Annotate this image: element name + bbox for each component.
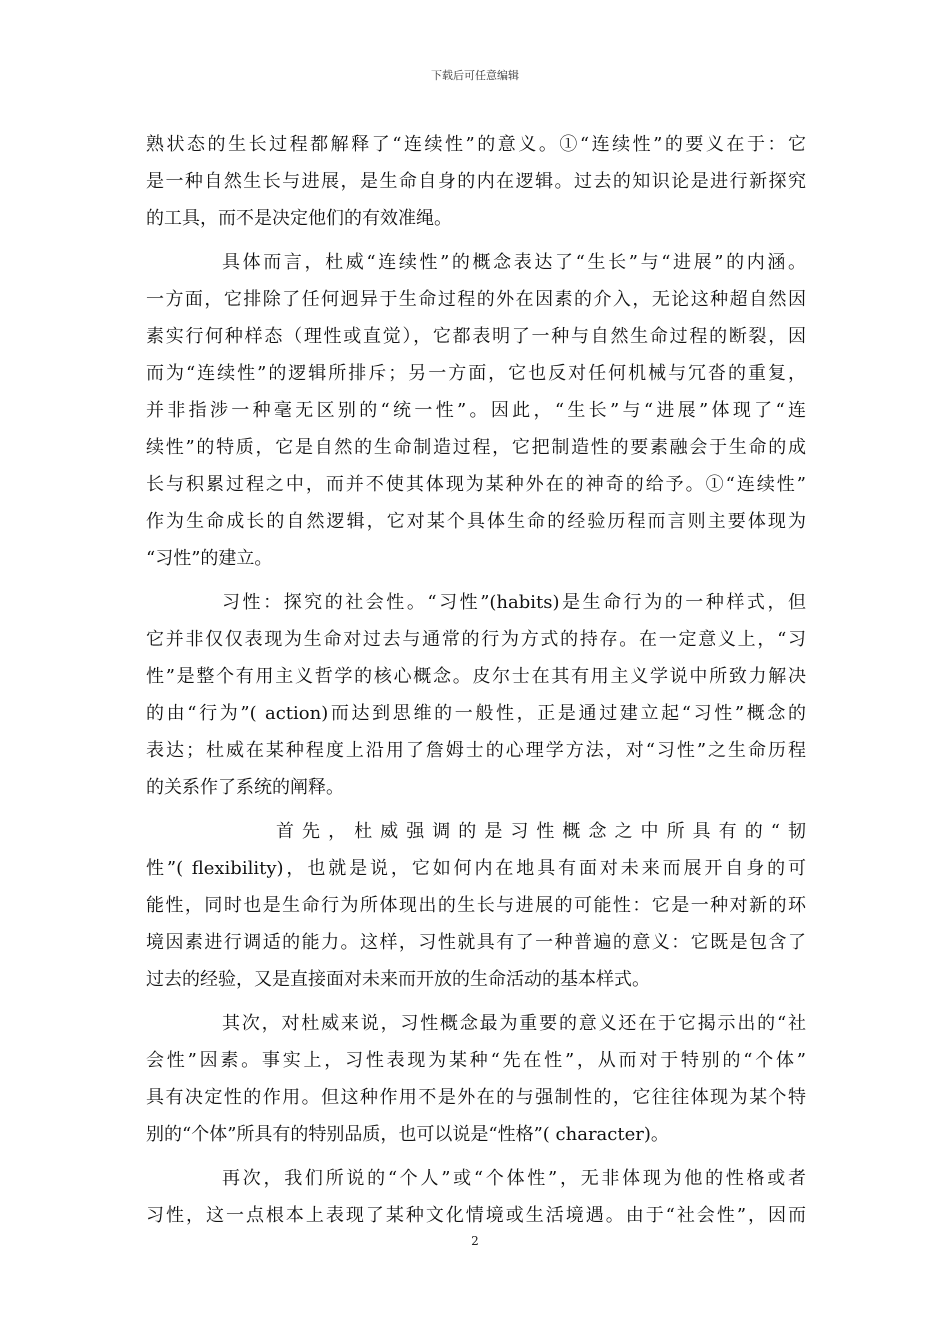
paragraph [146, 126, 806, 237]
text-line: 续性”的特质，它是自然的生命制造过程，它把制造性的要素融会于生命的成 [146, 437, 806, 458]
text-line: 性”是整个有用主义哲学的核心概念。皮尔士在其有用主义学说中所致力解决 [146, 666, 806, 687]
text-line: 它并非仅仅表现为生命对过去与通常的行为方式的持存。在一定意义上，“习 [146, 629, 806, 650]
text-line: 而为“连续性”的逻辑所排斥；另一方面，它也反对任何机械与冗沓的重复， [146, 363, 806, 384]
paragraph [146, 584, 806, 806]
text-line: 素实行何种样态（理性或直觉），它都表明了一种与自然生命过程的断裂，因 [146, 326, 806, 347]
text-line: 别的“个体”所具有的特别品质，也可以说是“性格”( character)。 [146, 1124, 669, 1145]
text-line: 一方面，它排除了任何迥异于生命过程的外在因素的介入，无论这种超自然因 [146, 289, 806, 310]
paragraph [146, 244, 806, 577]
text-line: 性”( flexibility)，也就是说，它如何内在地具有面对未来而展开自身的可 [146, 858, 806, 879]
text-line: 会性”因素。事实上，习性表现为某种“先在性”，从而对于特别的“个体” [146, 1050, 806, 1071]
paragraph [146, 1005, 806, 1153]
text-line: 习性，这一点根本上表现了某种文化情境或生活境遇。由于“社会性”，因而 [146, 1205, 806, 1226]
paragraph [146, 813, 806, 998]
text-line: 表达；杜威在某种程度上沿用了詹姆士的心理学方法，对“习性”之生命历程 [146, 740, 806, 761]
text-line: 长与积累过程之中，而并不使其体现为某种外在的神奇的给予。①“连续性” [146, 474, 806, 495]
text-line: 再次，我们所说的“个人”或“个体性”，无非体现为他的性格或者 [222, 1168, 806, 1189]
text-line: 的关系作了系统的阐释。 [146, 777, 344, 798]
text-line: 首先，杜威强调的是习性概念之中所具有的“韧 [276, 821, 806, 842]
text-line: 的工具，而不是决定他们的有效准绳。 [146, 208, 452, 229]
text-line: 能性，同时也是生命行为所体现出的生长与进展的可能性：它是一种对新的环 [146, 895, 806, 916]
text-line: 其次，对杜威来说，习性概念最为重要的意义还在于它揭示出的“社 [222, 1013, 806, 1034]
body-text [146, 126, 806, 1234]
text-line: 习性：探究的社会性。“习性”(habits)是生命行为的一种样式，但 [222, 592, 806, 613]
text-line: 境因素进行调适的能力。这样，习性就具有了一种普遍的意义：它既是包含了 [146, 932, 806, 953]
text-line: 并非指涉一种毫无区别的“统一性”。因此，“生长”与“进展”体现了“连 [146, 400, 806, 421]
page-number: 2 [471, 1234, 479, 1248]
text-line: 具体而言，杜威“连续性”的概念表达了“生长”与“进展”的内涵。 [222, 252, 806, 273]
text-line: 是一种自然生长与进展，是生命自身的内在逻辑。过去的知识论是进行新探究 [146, 171, 806, 192]
text-line: 过去的经验，又是直接面对未来而开放的生命活动的基本样式。 [146, 969, 650, 990]
text-line: “习性”的建立。 [146, 548, 273, 569]
text-line: 熟状态的生长过程都解释了“连续性”的意义。①“连续性”的要义在于：它 [146, 134, 806, 155]
paragraph [146, 1160, 806, 1234]
page-header: 下载后可任意编辑 [431, 69, 519, 82]
text-line: 具有决定性的作用。但这种作用不是外在的与强制性的，它往往体现为某个特 [146, 1087, 806, 1108]
text-line: 作为生命成长的自然逻辑，它对某个具体生命的经验历程而言则主要体现为 [146, 511, 806, 532]
text-line: 的由“行为”( action)而达到思维的一般性，正是通过建立起“习性”概念的 [146, 703, 806, 724]
